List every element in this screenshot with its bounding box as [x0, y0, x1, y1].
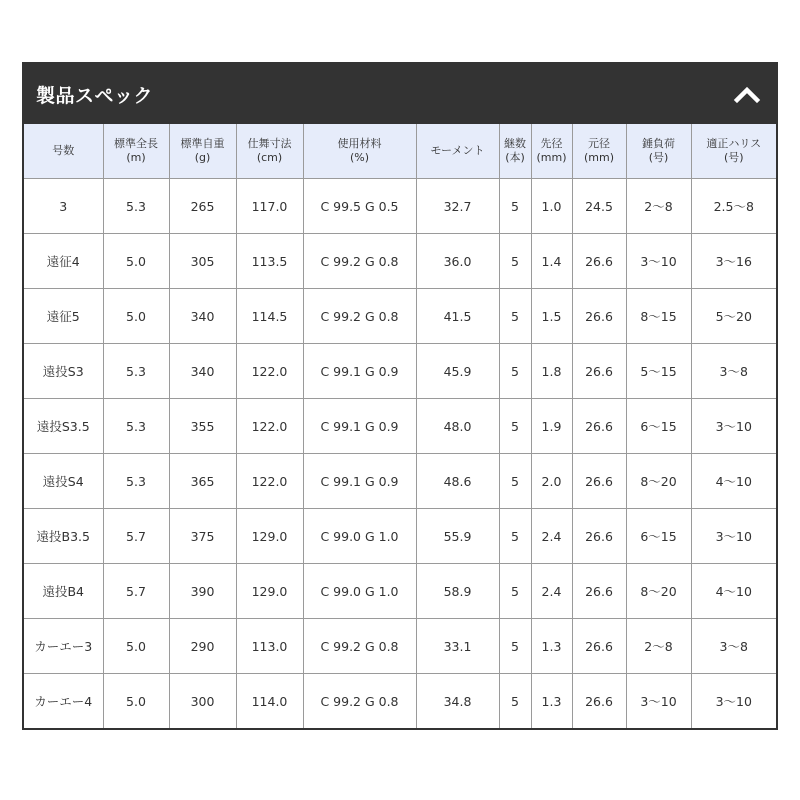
table-cell: 5	[499, 399, 531, 454]
table-row	[24, 344, 776, 399]
column-header-unit: (号)	[723, 151, 744, 164]
table-cell: 2.5〜8	[691, 179, 776, 234]
table-cell: 26.6	[572, 289, 626, 344]
table-cell: 24.5	[572, 179, 626, 234]
table-cell: 遠投B3.5	[24, 509, 103, 564]
table-cell: C 99.2 G 0.8	[303, 234, 416, 289]
table-body	[24, 179, 776, 729]
table-cell: 129.0	[236, 509, 303, 564]
table-cell: 26.6	[572, 234, 626, 289]
table-cell: 5	[499, 344, 531, 399]
column-header-label: 錘負荷	[642, 137, 675, 150]
table-cell: 5	[499, 454, 531, 509]
table-cell: 36.0	[416, 234, 499, 289]
table-cell: 5	[499, 564, 531, 619]
table-row	[24, 399, 776, 454]
table-row	[24, 674, 776, 729]
table-cell: C 99.2 G 0.8	[303, 289, 416, 344]
column-header-label: 元径	[588, 137, 610, 150]
table-row	[24, 179, 776, 234]
table-cell: 3〜8	[691, 619, 776, 674]
table-cell: C 99.5 G 0.5	[303, 179, 416, 234]
table-cell: 355	[169, 399, 236, 454]
table-cell: 5.3	[103, 399, 169, 454]
table-cell: C 99.2 G 0.8	[303, 674, 416, 729]
table-cell: 3〜10	[691, 674, 776, 729]
header-row	[24, 124, 776, 179]
column-header	[691, 124, 776, 179]
table-cell: 遠征4	[24, 234, 103, 289]
table-cell: 1.0	[531, 179, 572, 234]
column-header-unit: (g)	[194, 151, 211, 164]
column-header-unit: (m)	[126, 151, 146, 164]
table-cell: C 99.1 G 0.9	[303, 344, 416, 399]
table-cell: C 99.1 G 0.9	[303, 399, 416, 454]
column-header	[626, 124, 691, 179]
table-cell: 5.3	[103, 179, 169, 234]
table-cell: 45.9	[416, 344, 499, 399]
table-cell: 1.5	[531, 289, 572, 344]
table-row	[24, 509, 776, 564]
table-cell: C 99.0 G 1.0	[303, 509, 416, 564]
column-header-label: 適正ハリス	[706, 137, 762, 150]
column-header	[24, 124, 103, 179]
table-cell: 26.6	[572, 454, 626, 509]
table-cell: 114.0	[236, 674, 303, 729]
table-cell: 5〜15	[626, 344, 691, 399]
table-cell: C 99.1 G 0.9	[303, 454, 416, 509]
table-cell: 3	[24, 179, 103, 234]
table-cell: 5.0	[103, 674, 169, 729]
table-cell: 58.9	[416, 564, 499, 619]
table-cell: カーエー4	[24, 674, 103, 729]
column-header-unit: (%)	[349, 151, 370, 164]
table-row	[24, 454, 776, 509]
table-cell: 1.4	[531, 234, 572, 289]
table-cell: 1.3	[531, 674, 572, 729]
table-cell: 2〜8	[626, 619, 691, 674]
table-cell: 3〜10	[691, 399, 776, 454]
column-header	[416, 124, 499, 179]
table-cell: 5	[499, 234, 531, 289]
table-cell: 2〜8	[626, 179, 691, 234]
table-cell: 26.6	[572, 344, 626, 399]
table-cell: 5.0	[103, 234, 169, 289]
table-cell: 2.4	[531, 564, 572, 619]
table-cell: 2.0	[531, 454, 572, 509]
table-cell: 5.3	[103, 344, 169, 399]
table-cell: 8〜20	[626, 564, 691, 619]
table-cell: 114.5	[236, 289, 303, 344]
column-header-unit: (本)	[505, 151, 525, 164]
table-cell: 5	[499, 509, 531, 564]
table-cell: 122.0	[236, 454, 303, 509]
column-header-unit: (mm)	[583, 151, 614, 164]
column-header	[572, 124, 626, 179]
table-cell: 26.6	[572, 399, 626, 454]
panel-title: 製品スペック	[36, 84, 154, 107]
table-cell: 375	[169, 509, 236, 564]
chevron-up-icon	[733, 84, 761, 104]
table-cell: 340	[169, 289, 236, 344]
table-cell: 1.9	[531, 399, 572, 454]
table-cell: 290	[169, 619, 236, 674]
table-cell: 305	[169, 234, 236, 289]
column-header-label: 標準全長	[114, 137, 158, 150]
table-cell: 340	[169, 344, 236, 399]
collapse-button[interactable]	[730, 77, 764, 111]
table-cell: C 99.0 G 1.0	[303, 564, 416, 619]
table-cell: 122.0	[236, 399, 303, 454]
table-cell: 3〜16	[691, 234, 776, 289]
table-row	[24, 234, 776, 289]
spec-panel	[22, 62, 778, 730]
table-cell: 26.6	[572, 619, 626, 674]
table-cell: 5.3	[103, 454, 169, 509]
table-cell: 5.0	[103, 289, 169, 344]
table-cell: 26.6	[572, 564, 626, 619]
table-cell: 遠征5	[24, 289, 103, 344]
column-header	[531, 124, 572, 179]
table-cell: カーエー3	[24, 619, 103, 674]
column-header	[303, 124, 416, 179]
table-cell: 122.0	[236, 344, 303, 399]
table-cell: 4〜10	[691, 564, 776, 619]
column-header	[169, 124, 236, 179]
column-header-unit: (mm)	[536, 151, 567, 164]
table-cell: 遠投B4	[24, 564, 103, 619]
column-header	[236, 124, 303, 179]
column-header	[499, 124, 531, 179]
column-header-label: 仕舞寸法	[247, 137, 292, 150]
panel-header[interactable]	[24, 64, 776, 124]
table-cell: 5	[499, 179, 531, 234]
table-cell: 33.1	[416, 619, 499, 674]
table-cell: 129.0	[236, 564, 303, 619]
table-cell: 遠投S3	[24, 344, 103, 399]
table-cell: 遠投S3.5	[24, 399, 103, 454]
table-cell: 遠投S4	[24, 454, 103, 509]
table-cell: 48.0	[416, 399, 499, 454]
table-row	[24, 564, 776, 619]
column-header-label: モーメント	[430, 144, 485, 157]
spec-table	[24, 124, 776, 728]
column-header-label: 号数	[52, 144, 75, 157]
table-cell: 6〜15	[626, 509, 691, 564]
table-cell: 3〜10	[691, 509, 776, 564]
table-cell: 5.7	[103, 509, 169, 564]
table-cell: 3〜10	[626, 674, 691, 729]
column-header-label: 先径	[540, 137, 563, 150]
column-header	[103, 124, 169, 179]
table-cell: 2.4	[531, 509, 572, 564]
column-header-label: 標準自重	[180, 137, 225, 150]
table-cell: 3〜10	[626, 234, 691, 289]
column-header-unit: (cm)	[256, 151, 283, 164]
table-row	[24, 619, 776, 674]
table-cell: 1.3	[531, 619, 572, 674]
table-cell: 5	[499, 619, 531, 674]
table-cell: 8〜15	[626, 289, 691, 344]
table-cell: 48.6	[416, 454, 499, 509]
table-cell: 1.8	[531, 344, 572, 399]
column-header-unit: (号)	[648, 151, 669, 164]
table-cell: C 99.2 G 0.8	[303, 619, 416, 674]
table-cell: 5.7	[103, 564, 169, 619]
table-cell: 390	[169, 564, 236, 619]
table-cell: 26.6	[572, 674, 626, 729]
table-cell: 365	[169, 454, 236, 509]
table-cell: 113.0	[236, 619, 303, 674]
column-header-label: 使用材料	[337, 137, 382, 150]
column-header-label: 継数	[504, 137, 526, 150]
table-cell: 4〜10	[691, 454, 776, 509]
table-cell: 8〜20	[626, 454, 691, 509]
table-cell: 6〜15	[626, 399, 691, 454]
table-cell: 117.0	[236, 179, 303, 234]
table-cell: 55.9	[416, 509, 499, 564]
table-cell: 34.8	[416, 674, 499, 729]
table-cell: 3〜8	[691, 344, 776, 399]
table-cell: 300	[169, 674, 236, 729]
table-cell: 5	[499, 289, 531, 344]
table-cell: 5〜20	[691, 289, 776, 344]
table-cell: 5.0	[103, 619, 169, 674]
table-cell: 113.5	[236, 234, 303, 289]
table-cell: 41.5	[416, 289, 499, 344]
table-cell: 5	[499, 674, 531, 729]
table-cell: 32.7	[416, 179, 499, 234]
table-row	[24, 289, 776, 344]
table-cell: 265	[169, 179, 236, 234]
table-cell: 26.6	[572, 509, 626, 564]
